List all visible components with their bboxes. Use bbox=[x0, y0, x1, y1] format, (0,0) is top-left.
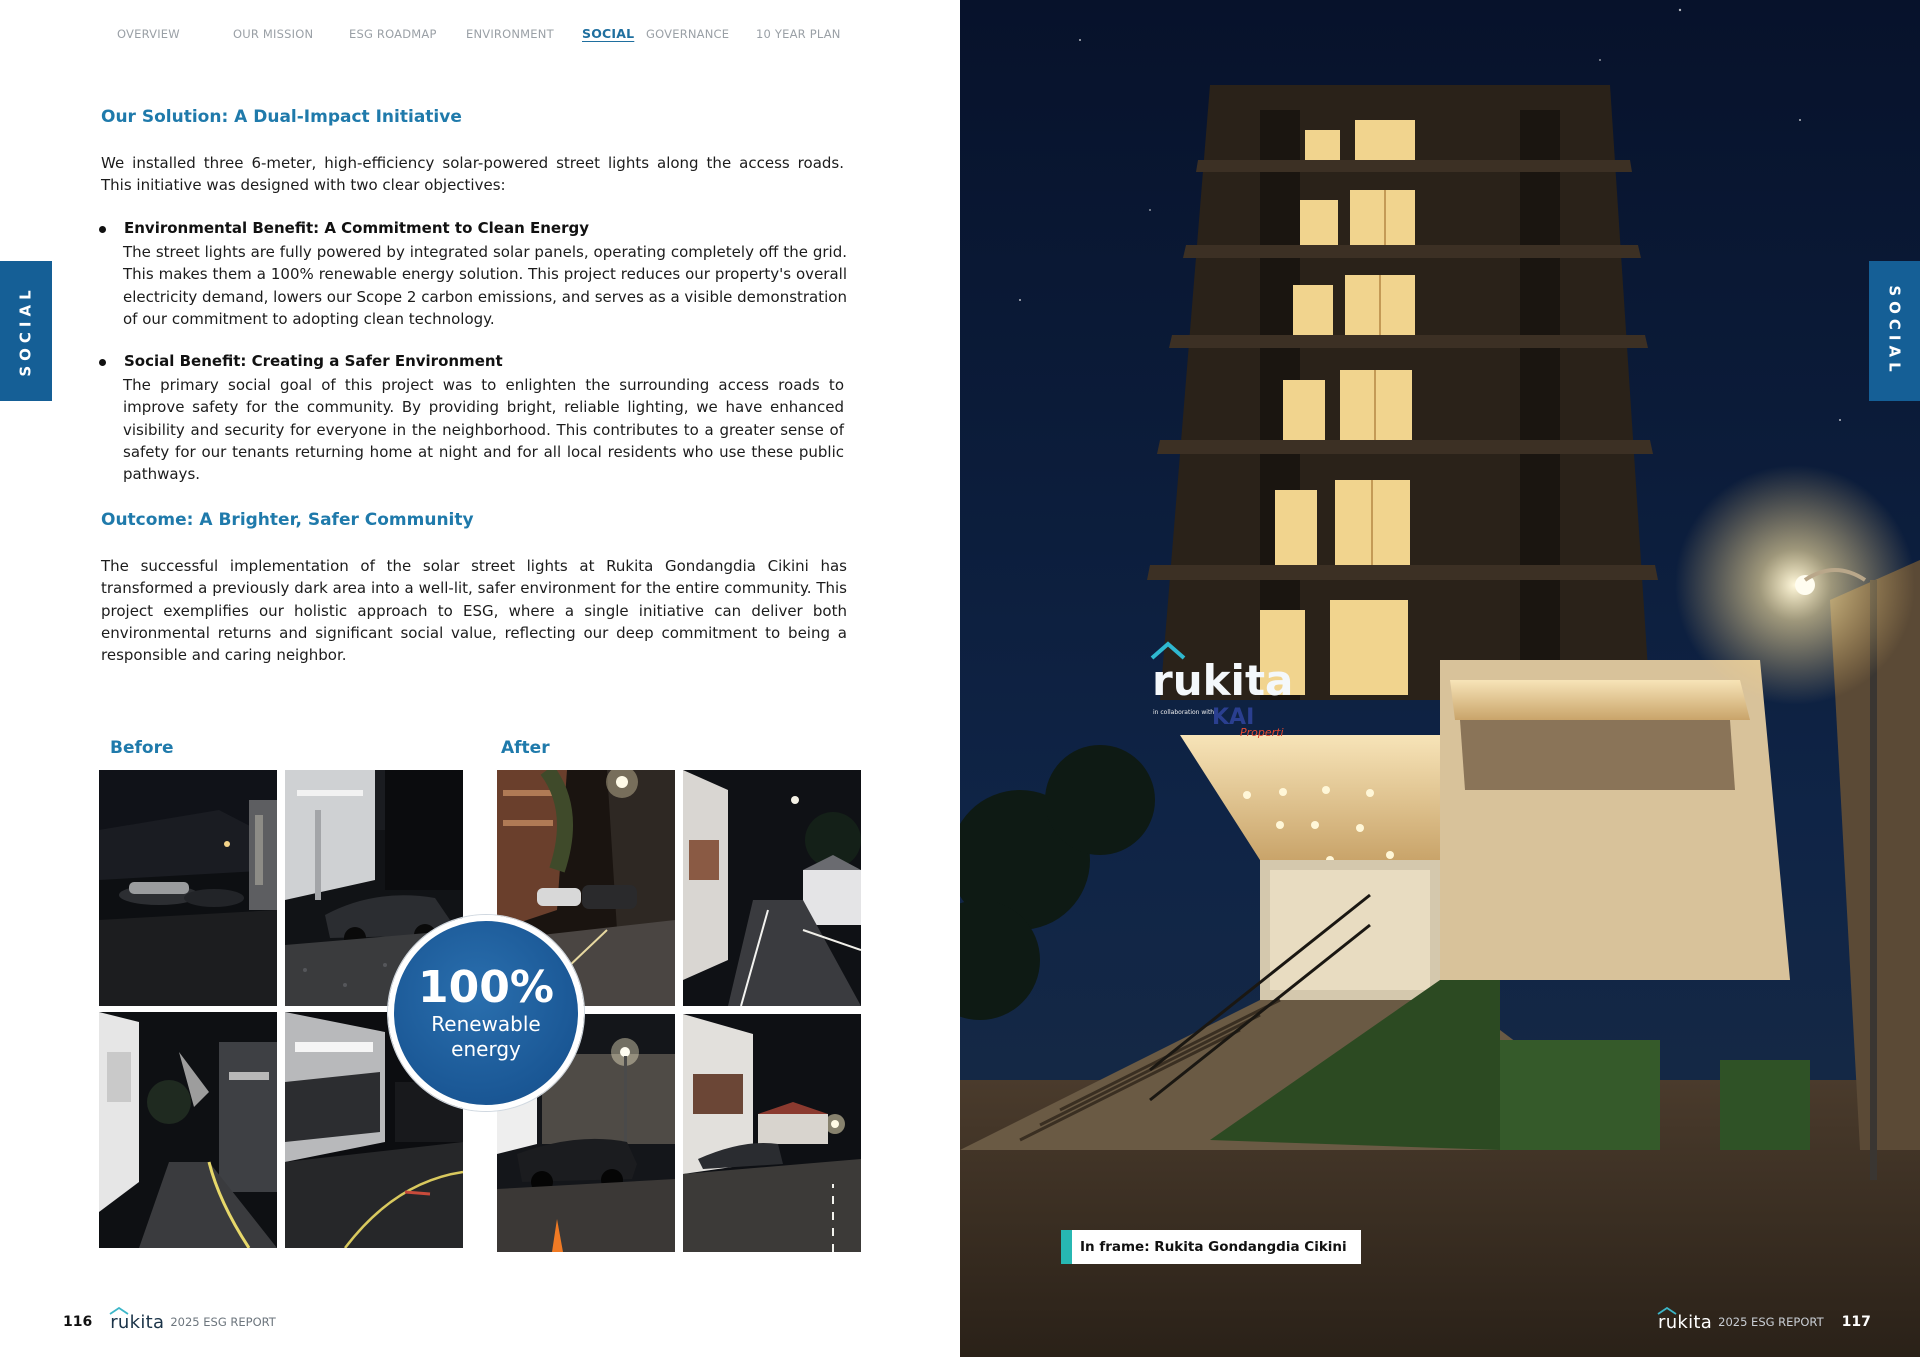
before-photo-1-image bbox=[99, 770, 277, 1006]
photo-caption bbox=[1061, 1230, 1361, 1264]
badge-label-line1: Renewable bbox=[431, 1012, 541, 1036]
footer-brand-text: rukita bbox=[1658, 1311, 1713, 1333]
nav-governance[interactable]: GOVERNANCE bbox=[646, 27, 730, 41]
after-photo-4 bbox=[683, 1014, 861, 1252]
solution-heading: Our Solution: A Dual-Impact Initiative bbox=[101, 107, 462, 127]
footer-left bbox=[63, 1312, 276, 1332]
before-photo-3-image bbox=[99, 1012, 277, 1248]
footer-brand-text: rukita bbox=[110, 1311, 165, 1333]
after-label: After bbox=[501, 738, 550, 758]
sign-partner-sub: Properti bbox=[1240, 726, 1284, 739]
nav-our-mission[interactable]: OUR MISSION bbox=[233, 27, 314, 41]
footer-logo-right bbox=[1658, 1312, 1712, 1333]
bullet-dot bbox=[99, 359, 106, 366]
side-tab-social-left[interactable] bbox=[0, 261, 52, 401]
outcome-heading: Outcome: A Brighter, Safer Community bbox=[101, 510, 474, 530]
badge-value: 100% bbox=[418, 962, 554, 1013]
footer-logo-left bbox=[110, 1312, 164, 1333]
footer-report-label: 2025 ESG REPORT bbox=[170, 1315, 276, 1329]
building-hero-photo bbox=[960, 0, 1920, 1357]
after-photo-2-image bbox=[683, 770, 861, 1006]
caption-accent-bar bbox=[1061, 1230, 1072, 1264]
nav-esg-roadmap[interactable]: ESG ROADMAP bbox=[349, 27, 437, 41]
solution-intro: We installed three 6-meter, high-efficiency solar-powered street lights along the access roads. This initiative was designed with two clear objectives: bbox=[101, 154, 844, 195]
bullet-title-environmental: Environmental Benefit: A Commitment to Clean Energy bbox=[124, 219, 589, 237]
right-page bbox=[960, 0, 1920, 1357]
side-tab-label: SOCIAL bbox=[1886, 285, 1904, 377]
bullet-text-social: The primary social goal of this project was to enlighten the surrounding access roads to improve safety for the community. By providing bright, reliable lighting, we have enhanced visibility and security for everyone in the neighborhood. This contributes to a greater sense of safety for our tenants returning home at night and for all local residents who use these public pathways. bbox=[123, 376, 844, 484]
sign-partner: KAI bbox=[1212, 705, 1255, 730]
nav-overview[interactable]: OVERVIEW bbox=[117, 27, 180, 41]
outcome-text: The successful implementation of the solar street lights at Rukita Gondangdia Cikini has transformed a previously dark area into a well-lit, safer environment for the entire community. This project exemplifies our holistic approach to ESG, where a single initiative can deliver both environmental returns and significant social value, reflecting our deep commitment to being a responsible and caring neighbor. bbox=[101, 557, 847, 665]
before-photo-3 bbox=[99, 1012, 277, 1248]
side-tab-label: SOCIAL bbox=[17, 285, 35, 377]
caption-text: In frame: Rukita Gondangdia Cikini bbox=[1080, 1239, 1347, 1255]
nav-10-year-plan[interactable]: 10 YEAR PLAN bbox=[756, 27, 841, 41]
nav-environment[interactable]: ENVIRONMENT bbox=[466, 27, 554, 41]
footer-right bbox=[1658, 1312, 1871, 1332]
bullet-dot bbox=[99, 226, 106, 233]
before-photo-1 bbox=[99, 770, 277, 1006]
footer-report-label: 2025 ESG REPORT bbox=[1718, 1315, 1824, 1329]
roof-icon bbox=[1657, 1307, 1677, 1315]
badge-label-line2: energy bbox=[451, 1037, 521, 1061]
bullet-text-environmental: The street lights are fully powered by integrated solar panels, operating completely off the grid. This makes them a 100% renewable energy solution. This project reduces our property's overall electricity demand, lowers our Scope 2 carbon emissions, and serves as a visible demonstration of our commitment to adopting clean technology. bbox=[123, 243, 847, 328]
nav-social[interactable]: SOCIAL bbox=[582, 26, 635, 41]
sign-brand: rukita bbox=[1152, 656, 1294, 705]
roof-icon bbox=[109, 1307, 129, 1315]
side-tab-social-right[interactable] bbox=[1869, 261, 1920, 401]
page-number-right: 117 bbox=[1841, 1314, 1871, 1330]
page-number-left: 116 bbox=[63, 1314, 93, 1330]
after-photo-2 bbox=[683, 770, 861, 1006]
before-label: Before bbox=[110, 738, 174, 758]
sign-sub: in collaboration with bbox=[1153, 709, 1215, 716]
top-navigation bbox=[0, 27, 960, 43]
bullet-title-social: Social Benefit: Creating a Safer Environment bbox=[124, 352, 503, 370]
after-photo-4-image bbox=[683, 1014, 861, 1252]
renewable-energy-badge bbox=[388, 915, 584, 1111]
